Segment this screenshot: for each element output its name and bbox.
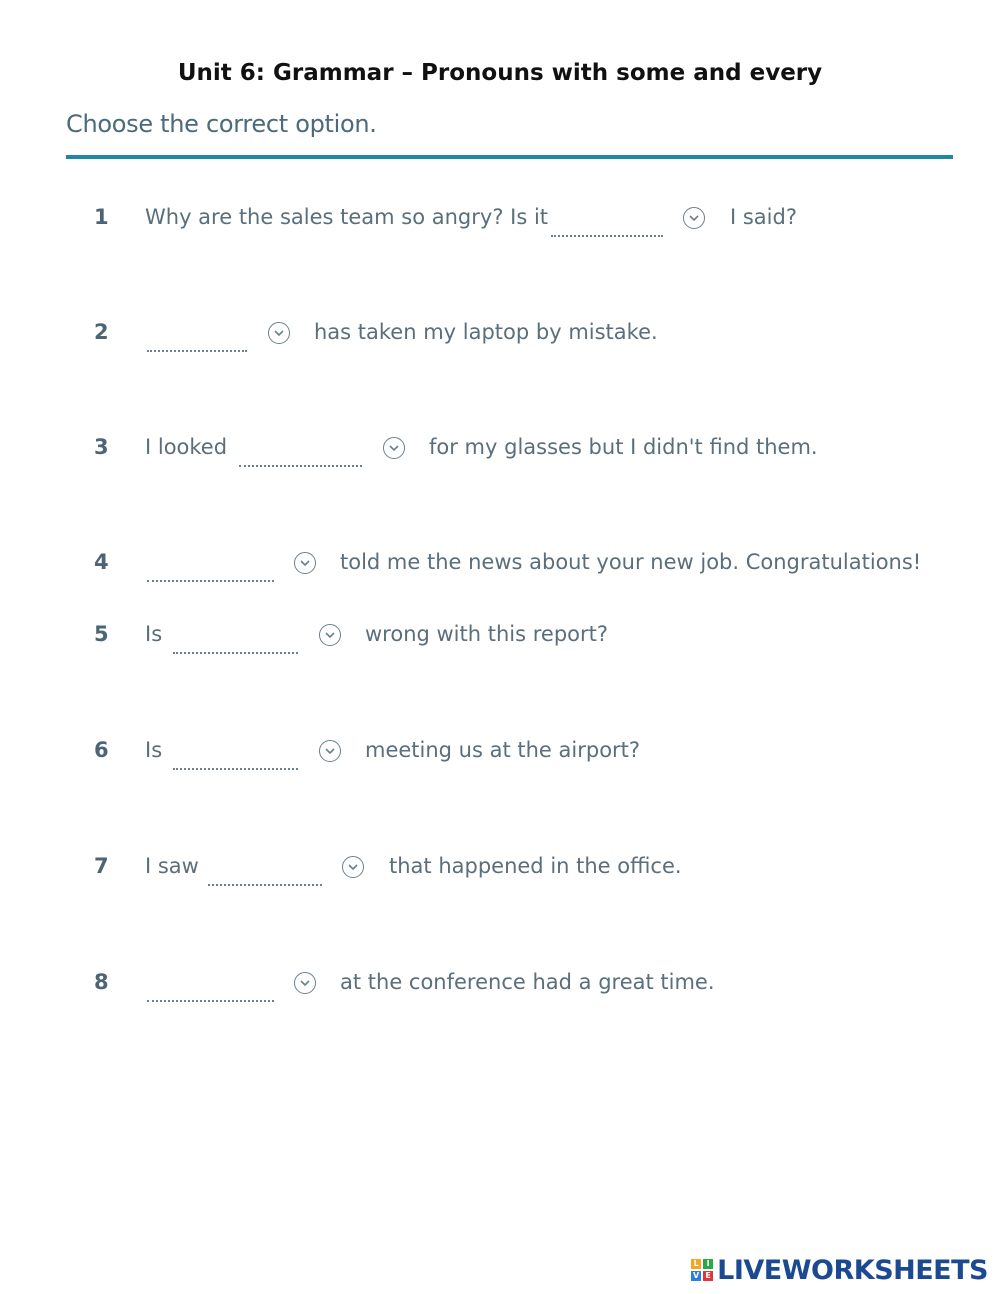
- answer-blank[interactable]: [173, 652, 298, 654]
- question-number: 6: [94, 738, 109, 762]
- answer-blank[interactable]: [147, 1000, 274, 1002]
- question-text-after: at the conference had a great time.: [340, 970, 715, 994]
- question-5: [0, 622, 1000, 682]
- question-text-after: meeting us at the airport?: [365, 738, 641, 762]
- logo-text: LIVEWORKSHEETS: [717, 1254, 988, 1286]
- question-text-before: I saw: [145, 854, 199, 878]
- question-4: [0, 550, 1000, 610]
- answer-blank[interactable]: [173, 768, 298, 770]
- chevron-down-circle-icon[interactable]: [683, 207, 705, 229]
- question-number: 7: [94, 854, 109, 878]
- question-text-before: Is: [145, 738, 163, 762]
- logo-mark-icon: [691, 1259, 713, 1281]
- question-text-after: I said?: [730, 205, 797, 229]
- question-number: 1: [94, 205, 109, 229]
- question-number: 5: [94, 622, 109, 646]
- question-text-after: that happened in the office.: [389, 854, 682, 878]
- question-7: [0, 854, 1000, 914]
- question-number: 3: [94, 435, 109, 459]
- chevron-down-circle-icon[interactable]: [294, 972, 316, 994]
- logo-mark-letter: I: [703, 1259, 713, 1269]
- chevron-down-circle-icon[interactable]: [383, 437, 405, 459]
- chevron-down-circle-icon[interactable]: [268, 322, 290, 344]
- answer-blank[interactable]: [147, 350, 247, 352]
- question-3: [0, 435, 1000, 495]
- question-8: [0, 970, 1000, 1030]
- question-number: 4: [94, 550, 109, 574]
- question-number: 8: [94, 970, 109, 994]
- question-2: [0, 320, 1000, 380]
- answer-blank[interactable]: [208, 884, 322, 886]
- logo-mark-letter: L: [691, 1259, 701, 1269]
- heading-divider: [66, 155, 953, 159]
- logo-mark-letter: V: [693, 1271, 700, 1280]
- question-text-after: wrong with this report?: [365, 622, 609, 646]
- question-text-before: Is: [145, 622, 163, 646]
- question-text-after: told me the news about your new job. Congratulations!: [340, 550, 922, 574]
- chevron-down-circle-icon[interactable]: [342, 856, 364, 878]
- question-number: 2: [94, 320, 109, 344]
- question-text-after: has taken my laptop by mistake.: [314, 320, 658, 344]
- question-6: [0, 738, 1000, 798]
- question-1: [0, 205, 1000, 265]
- answer-blank[interactable]: [239, 465, 362, 467]
- chevron-down-circle-icon[interactable]: [294, 552, 316, 574]
- answer-blank[interactable]: [147, 580, 274, 582]
- liveworksheets-logo: [691, 1252, 988, 1288]
- question-text-before: I looked: [145, 435, 228, 459]
- chevron-down-circle-icon[interactable]: [319, 740, 341, 762]
- instruction-heading: Choose the correct option.: [66, 110, 377, 138]
- question-text-after: for my glasses but I didn't find them.: [429, 435, 818, 459]
- logo-mark-letter: E: [703, 1271, 713, 1281]
- question-text-before: Why are the sales team so angry? Is it: [145, 205, 549, 229]
- answer-blank[interactable]: [551, 235, 663, 237]
- page-title: Unit 6: Grammar – Pronouns with some and every: [177, 60, 823, 86]
- chevron-down-circle-icon[interactable]: [319, 624, 341, 646]
